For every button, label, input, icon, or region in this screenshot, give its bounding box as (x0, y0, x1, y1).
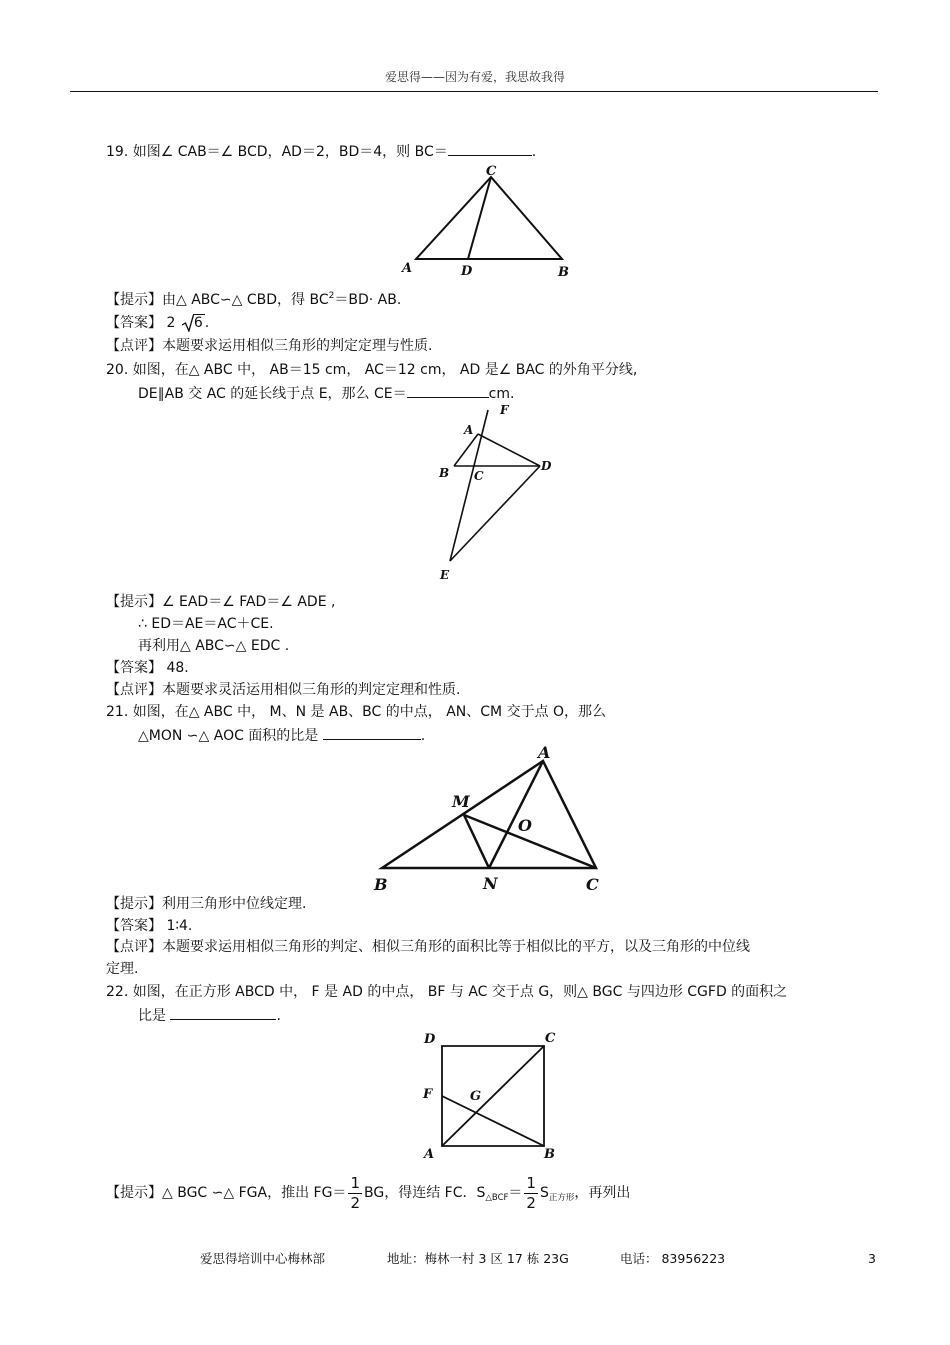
q19-answer: 【答案】 2 6 . (106, 315, 210, 331)
q22-question-line2: 比是 . (138, 1005, 281, 1025)
label-b: B (439, 466, 450, 480)
fraction-one-half: $\frac{1}{2}$ (526, 1173, 536, 1212)
q20-hint-line1: 【提示】∠ EAD＝∠ FAD＝∠ ADE , (106, 594, 336, 610)
label-c: C (486, 164, 497, 179)
segment-ad (478, 434, 540, 466)
answer-blank (407, 383, 489, 398)
segment-bf (442, 1096, 544, 1146)
label-a: A (424, 1147, 435, 1162)
q20-answer: 【答案】 48. (106, 660, 189, 676)
answer-blank (323, 725, 421, 740)
diagonal-ac (442, 1046, 544, 1146)
label-f: F (500, 403, 509, 417)
label-c: C (474, 469, 484, 483)
label-d: D (541, 459, 552, 473)
triangle-abc (382, 761, 596, 868)
q21-answer: 【答案】 1∶4. (106, 918, 193, 934)
sqrt-expression: 6 (182, 314, 205, 332)
label-d: D (424, 1032, 436, 1047)
radical-sign-icon (182, 314, 205, 332)
q22-hint: 【提示】△ BGC ∽△ FGA，推出 FG＝ $\frac{1}{2}$ BG，得连结 FC．$S_{\triangle BCF}=$ $\frac{1}{2}$ $S_{正方形}$，再列出 (106, 1173, 631, 1212)
label-f: F (423, 1087, 433, 1102)
q22-question-line1: 22. 如图，在正方形 ABCD 中， F 是 AD 的中点， BF 与 AC 交于点 G，则△ BGC 与四边形 CGFD 的面积之 (106, 984, 788, 1000)
label-b: B (374, 875, 388, 894)
label-m: M (452, 792, 470, 811)
footer-address: 地址：梅林一村 3 区 17 栋 23G (387, 1251, 569, 1266)
q19-figure (396, 160, 576, 280)
label-g: G (470, 1089, 482, 1104)
segment-an (489, 761, 543, 868)
q21-hint: 【提示】利用三角形中位线定理. (106, 896, 307, 912)
label-n: N (483, 874, 498, 893)
fraction-one-half: $\frac{1}{2}$ (350, 1173, 360, 1212)
q19-comment: 【点评】本题要求运用相似三角形的判定定理与性质. (106, 338, 433, 354)
page-header: 爱思得——因为有爱，我思故我得 (384, 70, 565, 84)
label-c: C (586, 875, 599, 894)
q19-question: 19. 如图∠ CAB＝∠ BCD，AD＝2，BD＝4，则 BC＝ . (106, 141, 536, 161)
triangle-abc (416, 177, 562, 259)
q21-figure (366, 740, 616, 895)
q20-figure (430, 400, 570, 585)
header-rule (70, 91, 878, 92)
q20-comment: 【点评】本题要求灵活运用相似三角形的判定定理和性质. (106, 682, 461, 698)
label-b: B (544, 1147, 555, 1162)
segment-de (450, 466, 540, 561)
label-a: A (464, 423, 474, 437)
q20-question-line2: DE∥AB 交 AC 的延长线于点 E，那么 CE＝ cm. (138, 383, 514, 403)
answer-blank (170, 1005, 276, 1020)
label-a: A (538, 743, 551, 762)
q22-figure (418, 1025, 568, 1165)
q21-comment-line2: 定理. (106, 961, 139, 977)
q21-comment: 【点评】本题要求运用相似三角形的判定、相似三角形的面积比等于相似比的平方，以及三角形的中位线 (106, 939, 750, 955)
label-d: D (461, 264, 473, 279)
page-number: 3 (868, 1251, 876, 1266)
q21-question-line1: 21. 如图，在△ ABC 中， M、N 是 AB、BC 的中点， AN、CM 交于点 O，那么 (106, 704, 607, 720)
label-a: A (402, 261, 413, 276)
q20-question-line1: 20. 如图，在△ ABC 中， AB＝15 cm， AC＝12 cm， AD 是∠ BAC 的外角平分线, (106, 362, 638, 378)
footer-phone: 电话： 83956223 (620, 1251, 726, 1266)
label-b: B (558, 265, 569, 280)
footer-center-name: 爱思得培训中心梅林部 (200, 1251, 326, 1266)
label-e: E (440, 568, 450, 582)
q21-question-line2: △MON ∽△ AOC 面积的比是 . (138, 725, 425, 745)
label-o: O (518, 816, 532, 835)
q20-hint-line2: ∴ ED＝AE＝AC＋CE. (138, 616, 274, 632)
label-c: C (545, 1031, 556, 1046)
q19-hint: 【提示】由△ ABC∽△ CBD，得 $BC^2=BD\cdot$ AB. (106, 291, 402, 308)
answer-blank (448, 141, 532, 156)
q20-hint-line3: 再利用△ ABC∽△ EDC . (138, 638, 290, 654)
